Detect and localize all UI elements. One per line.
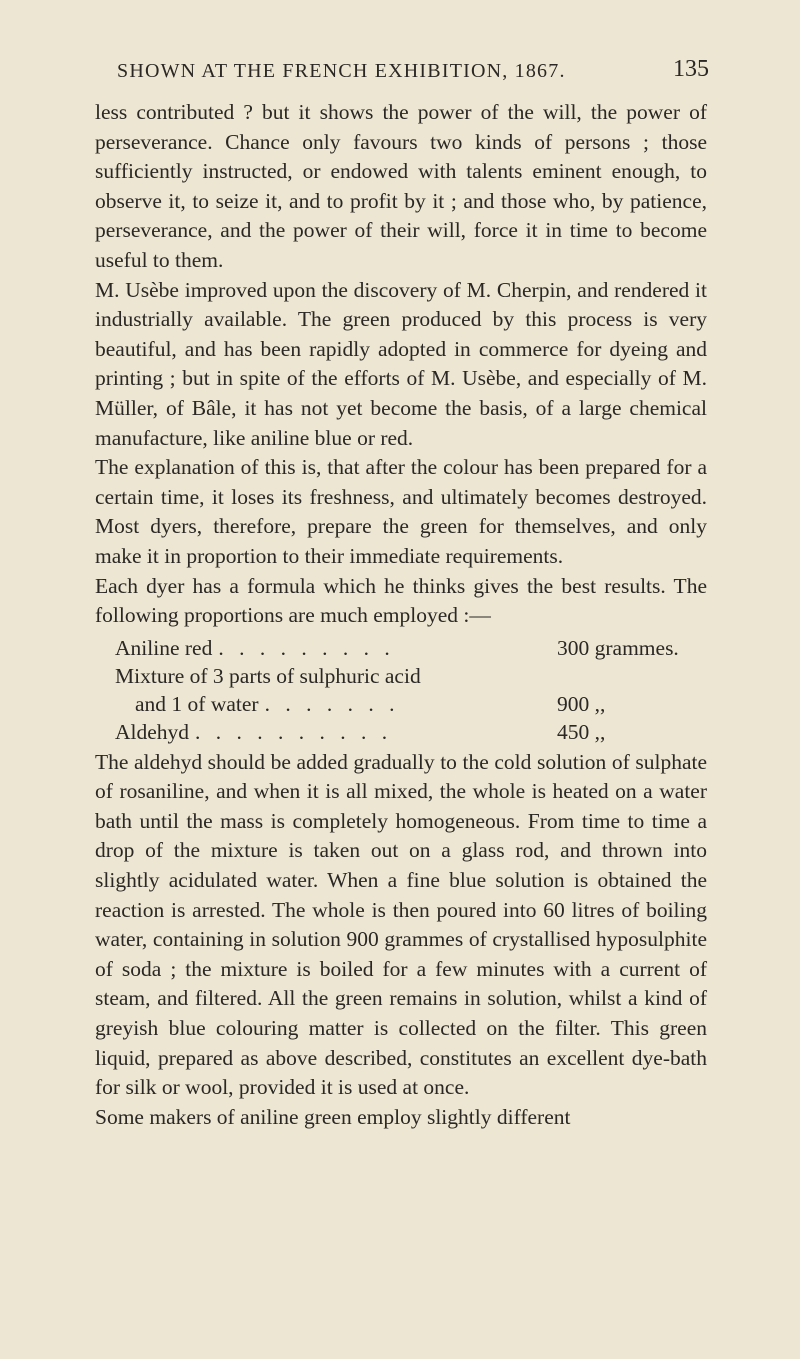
paragraph: The explanation of this is, that after the colour has been prepared for a certain time, it loses its freshness, and ultimately becomes destroyed. Most dyers, therefore, prepare the green for themselves, and only make it in proportion to their immediate requirements. xyxy=(95,455,707,568)
paragraph: Some makers of aniline green employ slightly different xyxy=(95,1104,571,1129)
formula-ingredient: Aniline red xyxy=(115,635,213,660)
dot-leader: . . . . . . . xyxy=(264,691,400,716)
paragraph: M. Usèbe improved upon the discovery of M. Cherpin, and rendered it industrially available. The green produced by this process is very beautiful, and has been rapidly adopted in commerce for dyeing and printing ; but in spite of the efforts of M. Usèbe, and especially of M. Müller, of Bâle, it has not yet become the basis, of a large chemical manufacture, like aniline blue or red. xyxy=(95,277,707,450)
formula-ingredient: Mixture of 3 parts of sulphuric acid xyxy=(115,663,421,688)
body-text xyxy=(95,98,707,1132)
dot-leader: . . . . . . . . . xyxy=(218,635,395,660)
formula-quantity: 300 grammes. xyxy=(557,635,679,660)
formula-ingredient: and 1 of water xyxy=(135,691,259,716)
formula-row xyxy=(115,690,707,718)
formula-ingredient: Aldehyd xyxy=(115,719,190,744)
paragraph: less contributed ? but it shows the power of the will, the power of perseverance. Chance only favours two kinds of persons ; those sufficiently instructed, or endowed with talents eminent enough, to observe it, to seize it, and to profit by it ; and those who, by patience, perseverance, and the power of their will, force it in time to become useful to them. xyxy=(95,100,707,272)
paragraph: Each dyer has a formula which he thinks gives the best results. The following proportions are much employed :— xyxy=(95,573,707,628)
formula-table xyxy=(95,634,707,746)
running-head-title: SHOWN AT THE FRENCH EXHIBITION, 1867. xyxy=(117,60,566,82)
formula-row xyxy=(115,634,707,662)
formula-quantity: 900 ,, xyxy=(557,691,606,716)
formula-row xyxy=(115,718,707,746)
paragraph: The aldehyd should be added gradually to the cold solution of sulphate of rosaniline, and when it is all mixed, the whole is heated on a water bath until the mass is completely homogeneous. From time to time a drop of the mixture is taken out on a glass rod, and thrown into slightly acidulated water. When a fine blue solution is obtained the reaction is arrested. The whole is then poured into 60 litres of boiling water, containing in solution 900 grammes of crystallised hyposulphite of soda ; the mixture is boiled for a few minutes with a current of steam, and filtered. All the green remains in solution, whilst a kind of greyish blue colouring matter is collected on the filter. This green liquid, prepared as above described, constitutes an excellent dye-bath for silk or wool, provided it is used at once. xyxy=(95,749,707,1100)
formula-quantity: 450 ,, xyxy=(557,719,606,744)
dot-leader: . . . . . . . . . . xyxy=(195,719,393,744)
running-head xyxy=(95,56,709,86)
formula-row xyxy=(115,662,707,690)
page-number: 135 xyxy=(673,56,709,82)
